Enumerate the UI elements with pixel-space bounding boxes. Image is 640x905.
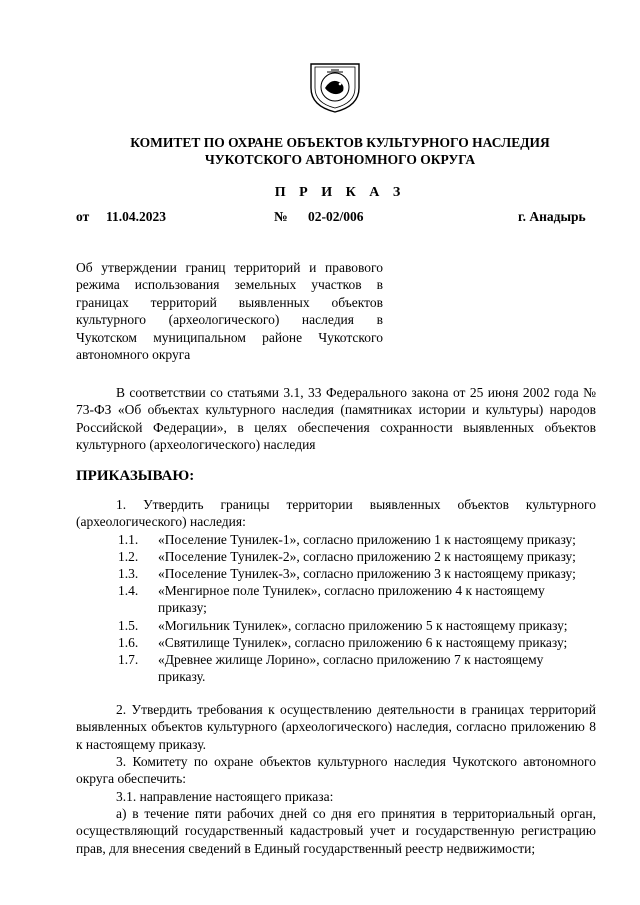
coat-of-arms-emblem	[305, 58, 365, 114]
list-item-number: 1.3.	[118, 566, 139, 581]
subject-line: Об утверждении границ территорий и правового	[76, 260, 383, 275]
order-place: г. Анадырь	[518, 209, 586, 224]
order-directive-heading: ПРИКАЗЫВАЮ:	[76, 468, 195, 484]
date-prefix: от	[76, 209, 90, 224]
org-name-line-2: ЧУКОТСКОГО АВТОНОМНОГО ОКРУГА	[204, 152, 476, 167]
point-1-intro: 1. Утвердить границы территории выявленных объектов культурного (археологического) наследия:	[76, 497, 596, 530]
list-item-number: 1.5.	[118, 618, 139, 633]
point-3-1-a-paragraph: а) в течение пяти рабочих дней со дня его принятия в территориальный орган, осуществляющий государственный кадастровый учет и государственную регистрацию прав, для внесения сведений в Единый государственный реестр недвижимости;	[76, 806, 596, 856]
list-item-number: 1.1.	[118, 532, 139, 547]
list-item-number: 1.6.	[118, 635, 139, 650]
document-type-title: П Р И К А З	[274, 185, 406, 200]
list-item-text: «Святилище Тунилек», согласно приложению 6 к настоящему приказу;	[158, 635, 568, 650]
preamble-paragraph: В соответствии со статьями 3.1, 33 Федерального закона от 25 июня 2002 года № 73-ФЗ «Об объектах культурного наследия (памятниках истории и культуры) народов Российской Федерации», в целях обеспечения сохранности выявленных объектов культурного (археологического) наследия	[76, 385, 596, 453]
point-3-1-paragraph: 3.1. направление настоящего приказа:	[116, 789, 334, 804]
list-item-number: 1.7.	[118, 652, 139, 667]
subject-line: автономного округа	[76, 347, 191, 363]
order-subject	[76, 259, 383, 363]
subject-line: режима использования земельных участков в	[76, 277, 383, 293]
list-item-text: «Древнее жилище Лорино», согласно приложению 7 к настоящему приказу.	[158, 652, 544, 685]
number-sign: №	[274, 209, 288, 224]
list-item-number: 1.4.	[118, 583, 139, 598]
list-item-text: «Поселение Тунилек-2», согласно приложению 2 к настоящему приказу;	[158, 549, 576, 564]
point-3-paragraph: 3. Комитету по охране объектов культурного наследия Чукотского автономного округа обеспечить:	[76, 754, 596, 787]
subject-line: границах территорий выявленных объектов	[76, 294, 383, 310]
point-2-paragraph: 2. Утвердить требования к осуществлению деятельности в границах территорий выявленных объектов культурного (археологического) наследия, согласно приложению 8 к настоящему приказу.	[76, 702, 596, 752]
org-name-line-1: КОМИТЕТ ПО ОХРАНЕ ОБЪЕКТОВ КУЛЬТУРНОГО НАСЛЕДИЯ	[130, 135, 550, 150]
order-date: 11.04.2023	[106, 209, 167, 224]
list-item-text: «Поселение Тунилек-3», согласно приложению 3 к настоящему приказу;	[158, 566, 576, 581]
list-item-text: «Менгирное поле Тунилек», согласно приложению 4 к настоящему приказу;	[158, 583, 545, 616]
list-item-text: «Могильник Тунилек», согласно приложению 5 к настоящему приказу;	[158, 618, 568, 633]
subject-line: Чукотском муниципальном районе Чукотского	[76, 329, 383, 345]
subject-line: культурного (археологического) наследия в	[76, 312, 383, 328]
order-number: 02-02/006	[308, 209, 364, 224]
list-item-number: 1.2.	[118, 549, 139, 564]
list-item-text: «Поселение Тунилек-1», согласно приложению 1 к настоящему приказу;	[158, 532, 576, 547]
